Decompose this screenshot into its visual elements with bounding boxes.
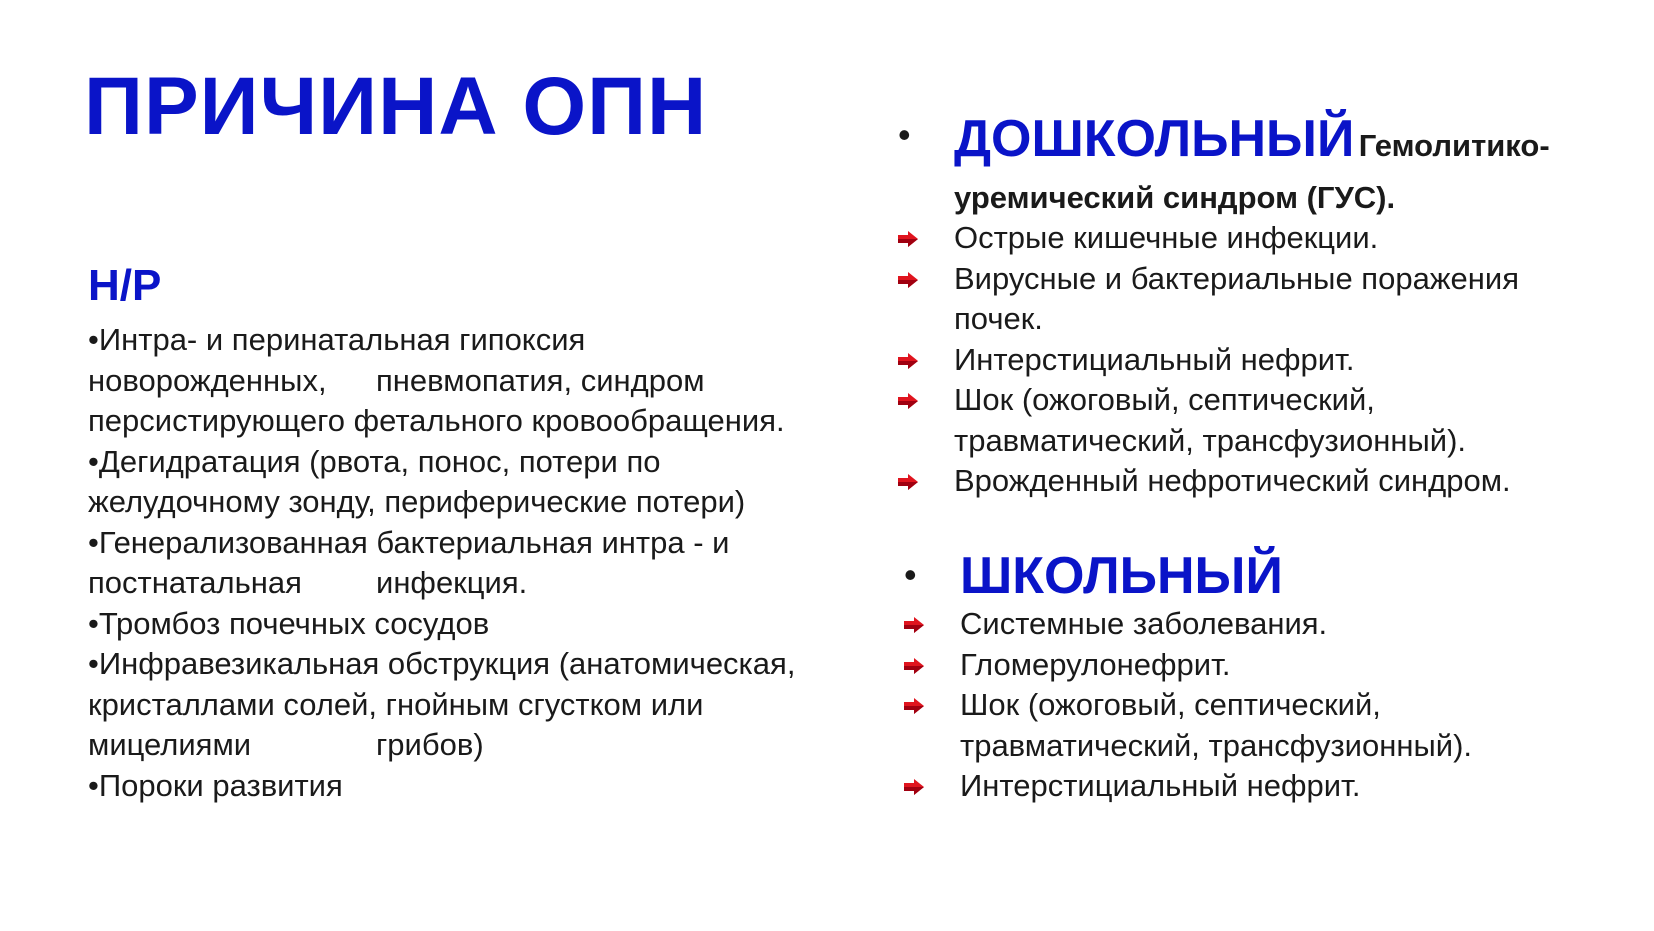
- newborn-cause-line: [88, 320, 868, 361]
- newborn-cause-line: [88, 482, 868, 523]
- preschool-title: ДОШКОЛЬНЫЙ: [954, 110, 1355, 168]
- newborn-section: [88, 262, 868, 806]
- slide-title: ПРИЧИНА ОПН: [84, 61, 708, 152]
- school-header: [896, 548, 1616, 604]
- preschool-cause-item: [890, 461, 1610, 502]
- preschool-cause-text: Шок (ожоговый, септический,: [954, 382, 1375, 417]
- newborn-heading: Н/Р: [88, 261, 162, 310]
- school-cause-text: Системные заболевания.: [960, 606, 1328, 641]
- school-cause-item: [896, 645, 1616, 686]
- school-cause-text: травматический, трансфузионный).: [960, 727, 1472, 763]
- school-cause-item: [896, 685, 1616, 766]
- red-arrow-icon: [902, 616, 926, 634]
- preschool-note-line1: Гемолитико-: [1358, 128, 1550, 163]
- newborn-cause-text: инфекция.: [376, 565, 528, 601]
- newborn-cause-line: [88, 604, 868, 645]
- red-arrow-icon: [902, 697, 926, 715]
- red-arrow-icon: [896, 271, 920, 289]
- newborn-cause-text: грибов): [376, 727, 484, 763]
- newborn-cause-line: [88, 361, 868, 402]
- newborn-cause-text: •Дегидратация (рвота, понос, потери по: [88, 443, 661, 479]
- newborn-cause-text: кристаллами солей, гнойным сгустком или: [88, 686, 704, 722]
- bullet-dot-icon: •: [898, 114, 911, 155]
- newborn-cause-text: •Инфравезикальная обструкция (анатомическая,: [88, 646, 796, 682]
- preschool-header: [890, 112, 1610, 218]
- red-arrow-icon: [902, 657, 926, 675]
- red-arrow-icon: [902, 778, 926, 796]
- newborn-cause-line: [88, 644, 868, 685]
- bullet-dot-icon: •: [904, 554, 917, 595]
- newborn-cause-text: желудочному зонду, периферические потери): [88, 484, 746, 520]
- red-arrow-icon: [896, 473, 920, 491]
- newborn-cause-text: персистирующего фетального кровообращения.: [88, 403, 785, 439]
- school-cause-text: Гломерулонефрит.: [960, 646, 1231, 682]
- school-cause-text: Интерстициальный нефрит.: [960, 768, 1361, 803]
- preschool-cause-text: травматический, трансфузионный).: [954, 422, 1466, 458]
- newborn-cause-line: [88, 442, 868, 483]
- newborn-cause-text: пневмопатия, синдром: [376, 362, 705, 398]
- preschool-cause-text: Острые кишечные инфекции.: [954, 220, 1379, 255]
- newborn-cause-line: [88, 523, 868, 564]
- school-title: ШКОЛЬНЫЙ: [960, 547, 1283, 605]
- newborn-cause-text: •Пороки развития: [88, 767, 343, 803]
- preschool-cause-item: [890, 259, 1610, 340]
- newborn-cause-line: [88, 685, 868, 726]
- newborn-cause-line: [88, 725, 868, 766]
- preschool-note-line2: уремический синдром (ГУС).: [954, 180, 1396, 215]
- newborn-cause-line: [88, 563, 868, 604]
- red-arrow-icon: [896, 352, 920, 370]
- preschool-cause-text: Интерстициальный нефрит.: [954, 341, 1355, 377]
- preschool-cause-item: [890, 340, 1610, 381]
- newborn-cause-text: •Интра- и перинатальная гипоксия: [88, 322, 586, 358]
- school-cause-item: [896, 766, 1616, 807]
- preschool-causes-list: [890, 218, 1610, 502]
- newborn-cause-text: •Генерализованная бактериальная интра - и: [88, 524, 730, 560]
- preschool-cause-text: Вирусные и бактериальные поражения: [954, 260, 1520, 296]
- school-cause-item: [896, 604, 1616, 645]
- newborn-cause-text: мицелиями: [88, 727, 252, 763]
- newborn-causes-list: [88, 320, 868, 806]
- school-causes-list: [896, 604, 1616, 807]
- newborn-cause-text: новорожденных,: [88, 362, 327, 398]
- preschool-cause-item: [890, 218, 1610, 259]
- preschool-section: [890, 112, 1610, 502]
- preschool-cause-item: [890, 380, 1610, 461]
- school-cause-text: Шок (ожоговый, септический,: [960, 687, 1381, 722]
- red-arrow-icon: [896, 392, 920, 410]
- school-section: [896, 548, 1616, 807]
- newborn-cause-line: [88, 766, 868, 807]
- preschool-cause-text: почек.: [954, 301, 1043, 336]
- newborn-cause-text: •Тромбоз почечных сосудов: [88, 605, 490, 641]
- newborn-cause-line: [88, 401, 868, 442]
- preschool-cause-text: Врожденный нефротический синдром.: [954, 463, 1511, 498]
- red-arrow-icon: [896, 230, 920, 248]
- newborn-cause-text: постнатальная: [88, 565, 302, 601]
